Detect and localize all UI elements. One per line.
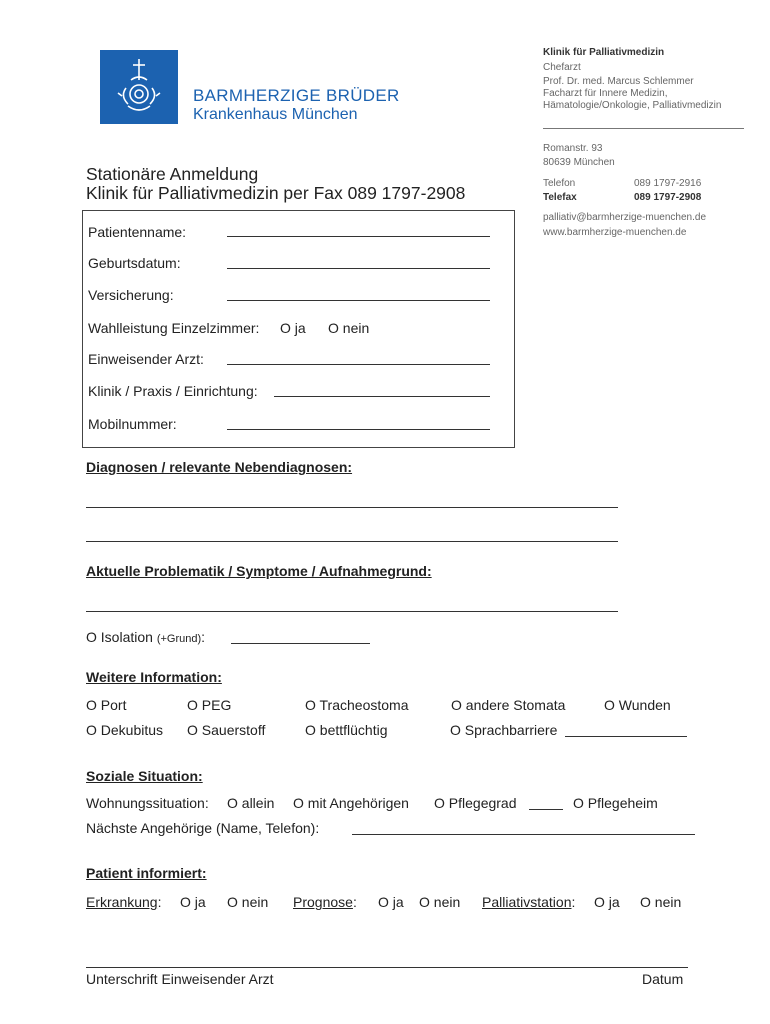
option-wounds[interactable]: O Wunden (604, 697, 671, 713)
option-other-stoma[interactable]: O andere Stomata (451, 697, 566, 713)
prognosis-label: Prognose (293, 894, 353, 910)
ward-no[interactable]: O nein (640, 894, 682, 910)
dob-field[interactable] (227, 268, 490, 269)
patient-name-label: Patientenname: (88, 224, 187, 240)
mobile-label: Mobilnummer: (88, 416, 177, 432)
social-heading: Soziale Situation: (86, 768, 203, 784)
housing-care-level[interactable]: O Pflegegrad (434, 795, 517, 811)
isolation-reason-field[interactable] (231, 643, 370, 644)
head-specialty-2: Hämatologie/Onkologie, Palliativmedizin (543, 100, 722, 111)
isolation-colon: : (201, 629, 206, 645)
isolation-hint: (+Grund) (156, 633, 202, 645)
housing-nursing-home[interactable]: O Pflegeheim (573, 795, 658, 811)
brand-subtitle: Krankenhaus München (193, 106, 358, 123)
next-of-kin-label: Nächste Angehörige (Name, Telefon): (86, 820, 320, 836)
phone-label: Telefon (543, 178, 576, 189)
form-title: Stationäre Anmeldung (86, 164, 259, 184)
ward-colon: : (571, 894, 576, 910)
language-barrier-field[interactable] (565, 736, 687, 737)
single-room-no[interactable]: O nein (328, 320, 370, 336)
housing-label: Wohnungssituation: (86, 795, 209, 811)
option-bedridden[interactable]: O bettflüchtig (305, 722, 388, 738)
informed-ward-group (482, 894, 575, 910)
prognosis-no[interactable]: O nein (419, 894, 461, 910)
email-link[interactable]: palliativ@barmherzige-muenchen.de (543, 212, 707, 223)
mobile-field[interactable] (227, 429, 490, 430)
diagnoses-heading: Diagnosen / relevante Nebendiagnosen: (86, 459, 353, 475)
care-level-field[interactable] (529, 809, 563, 810)
ward-label: Palliativstation (482, 894, 572, 910)
single-room-yes[interactable]: O ja (280, 320, 306, 336)
option-peg[interactable]: O PEG (187, 697, 232, 713)
next-of-kin-field[interactable] (352, 834, 695, 835)
signature-label: Unterschrift Einweisender Arzt (86, 971, 274, 987)
housing-alone[interactable]: O allein (227, 795, 275, 811)
isolation-label: O Isolation (86, 629, 153, 645)
informed-heading: Patient informiert: (86, 865, 207, 881)
form-subtitle: Klinik für Palliativmedizin per Fax 089 1797-2908 (86, 183, 466, 203)
brand-name: BARMHERZIGE BRÜDER (193, 86, 400, 105)
isolation-option[interactable] (86, 629, 205, 645)
fax-value: 089 1797-2908 (634, 192, 702, 203)
hospital-logo (100, 50, 178, 124)
dob-label: Geburtsdatum: (88, 255, 181, 271)
disease-no[interactable]: O nein (227, 894, 269, 910)
head-doctor: Prof. Dr. med. Marcus Schlemmer (543, 76, 694, 87)
phone-value: 089 1797-2916 (634, 178, 702, 189)
insurance-field[interactable] (227, 300, 490, 301)
disease-yes[interactable]: O ja (180, 894, 206, 910)
informed-disease-group (86, 894, 161, 910)
referrer-label: Einweisender Arzt: (88, 351, 204, 367)
problems-line[interactable] (86, 611, 618, 612)
address-city: 80639 München (543, 157, 615, 168)
disease-colon: : (157, 894, 162, 910)
option-port[interactable]: O Port (86, 697, 127, 713)
option-oxygen[interactable]: O Sauerstoff (187, 722, 266, 738)
header-divider (543, 128, 744, 129)
head-role: Chefarzt (543, 62, 581, 73)
insurance-label: Versicherung: (88, 287, 174, 303)
referrer-field[interactable] (227, 364, 490, 365)
single-room-label: Wahlleistung Einzelzimmer: (88, 320, 260, 336)
option-language-barrier[interactable]: O Sprachbarriere (450, 722, 558, 738)
option-decubitus[interactable]: O Dekubitus (86, 722, 164, 738)
date-label: Datum (642, 971, 684, 987)
website-link[interactable]: www.barmherzige-muenchen.de (543, 227, 687, 238)
diagnoses-line-1[interactable] (86, 507, 618, 508)
prognosis-yes[interactable]: O ja (378, 894, 404, 910)
institution-field[interactable] (274, 396, 490, 397)
head-specialty-1: Facharzt für Innere Medizin, (543, 88, 668, 99)
prognosis-colon: : (352, 894, 357, 910)
housing-with-relatives[interactable]: O mit Angehörigen (293, 795, 409, 811)
informed-prognosis-group (293, 894, 357, 910)
ward-yes[interactable]: O ja (594, 894, 620, 910)
option-tracheostoma[interactable]: O Tracheostoma (305, 697, 409, 713)
problems-heading: Aktuelle Problematik / Symptome / Aufnahmegrund: (86, 563, 432, 579)
patient-name-field[interactable] (227, 236, 490, 237)
cross-rose-emblem-icon (100, 50, 178, 124)
disease-label: Erkrankung (86, 894, 158, 910)
diagnoses-line-2[interactable] (86, 541, 618, 542)
clinic-name: Klinik für Palliativmedizin (543, 47, 665, 58)
fax-label: Telefax (543, 192, 577, 203)
signature-line[interactable] (86, 967, 688, 968)
institution-label: Klinik / Praxis / Einrichtung: (88, 383, 258, 399)
further-info-heading: Weitere Information: (86, 669, 222, 685)
address-street: Romanstr. 93 (543, 143, 603, 154)
